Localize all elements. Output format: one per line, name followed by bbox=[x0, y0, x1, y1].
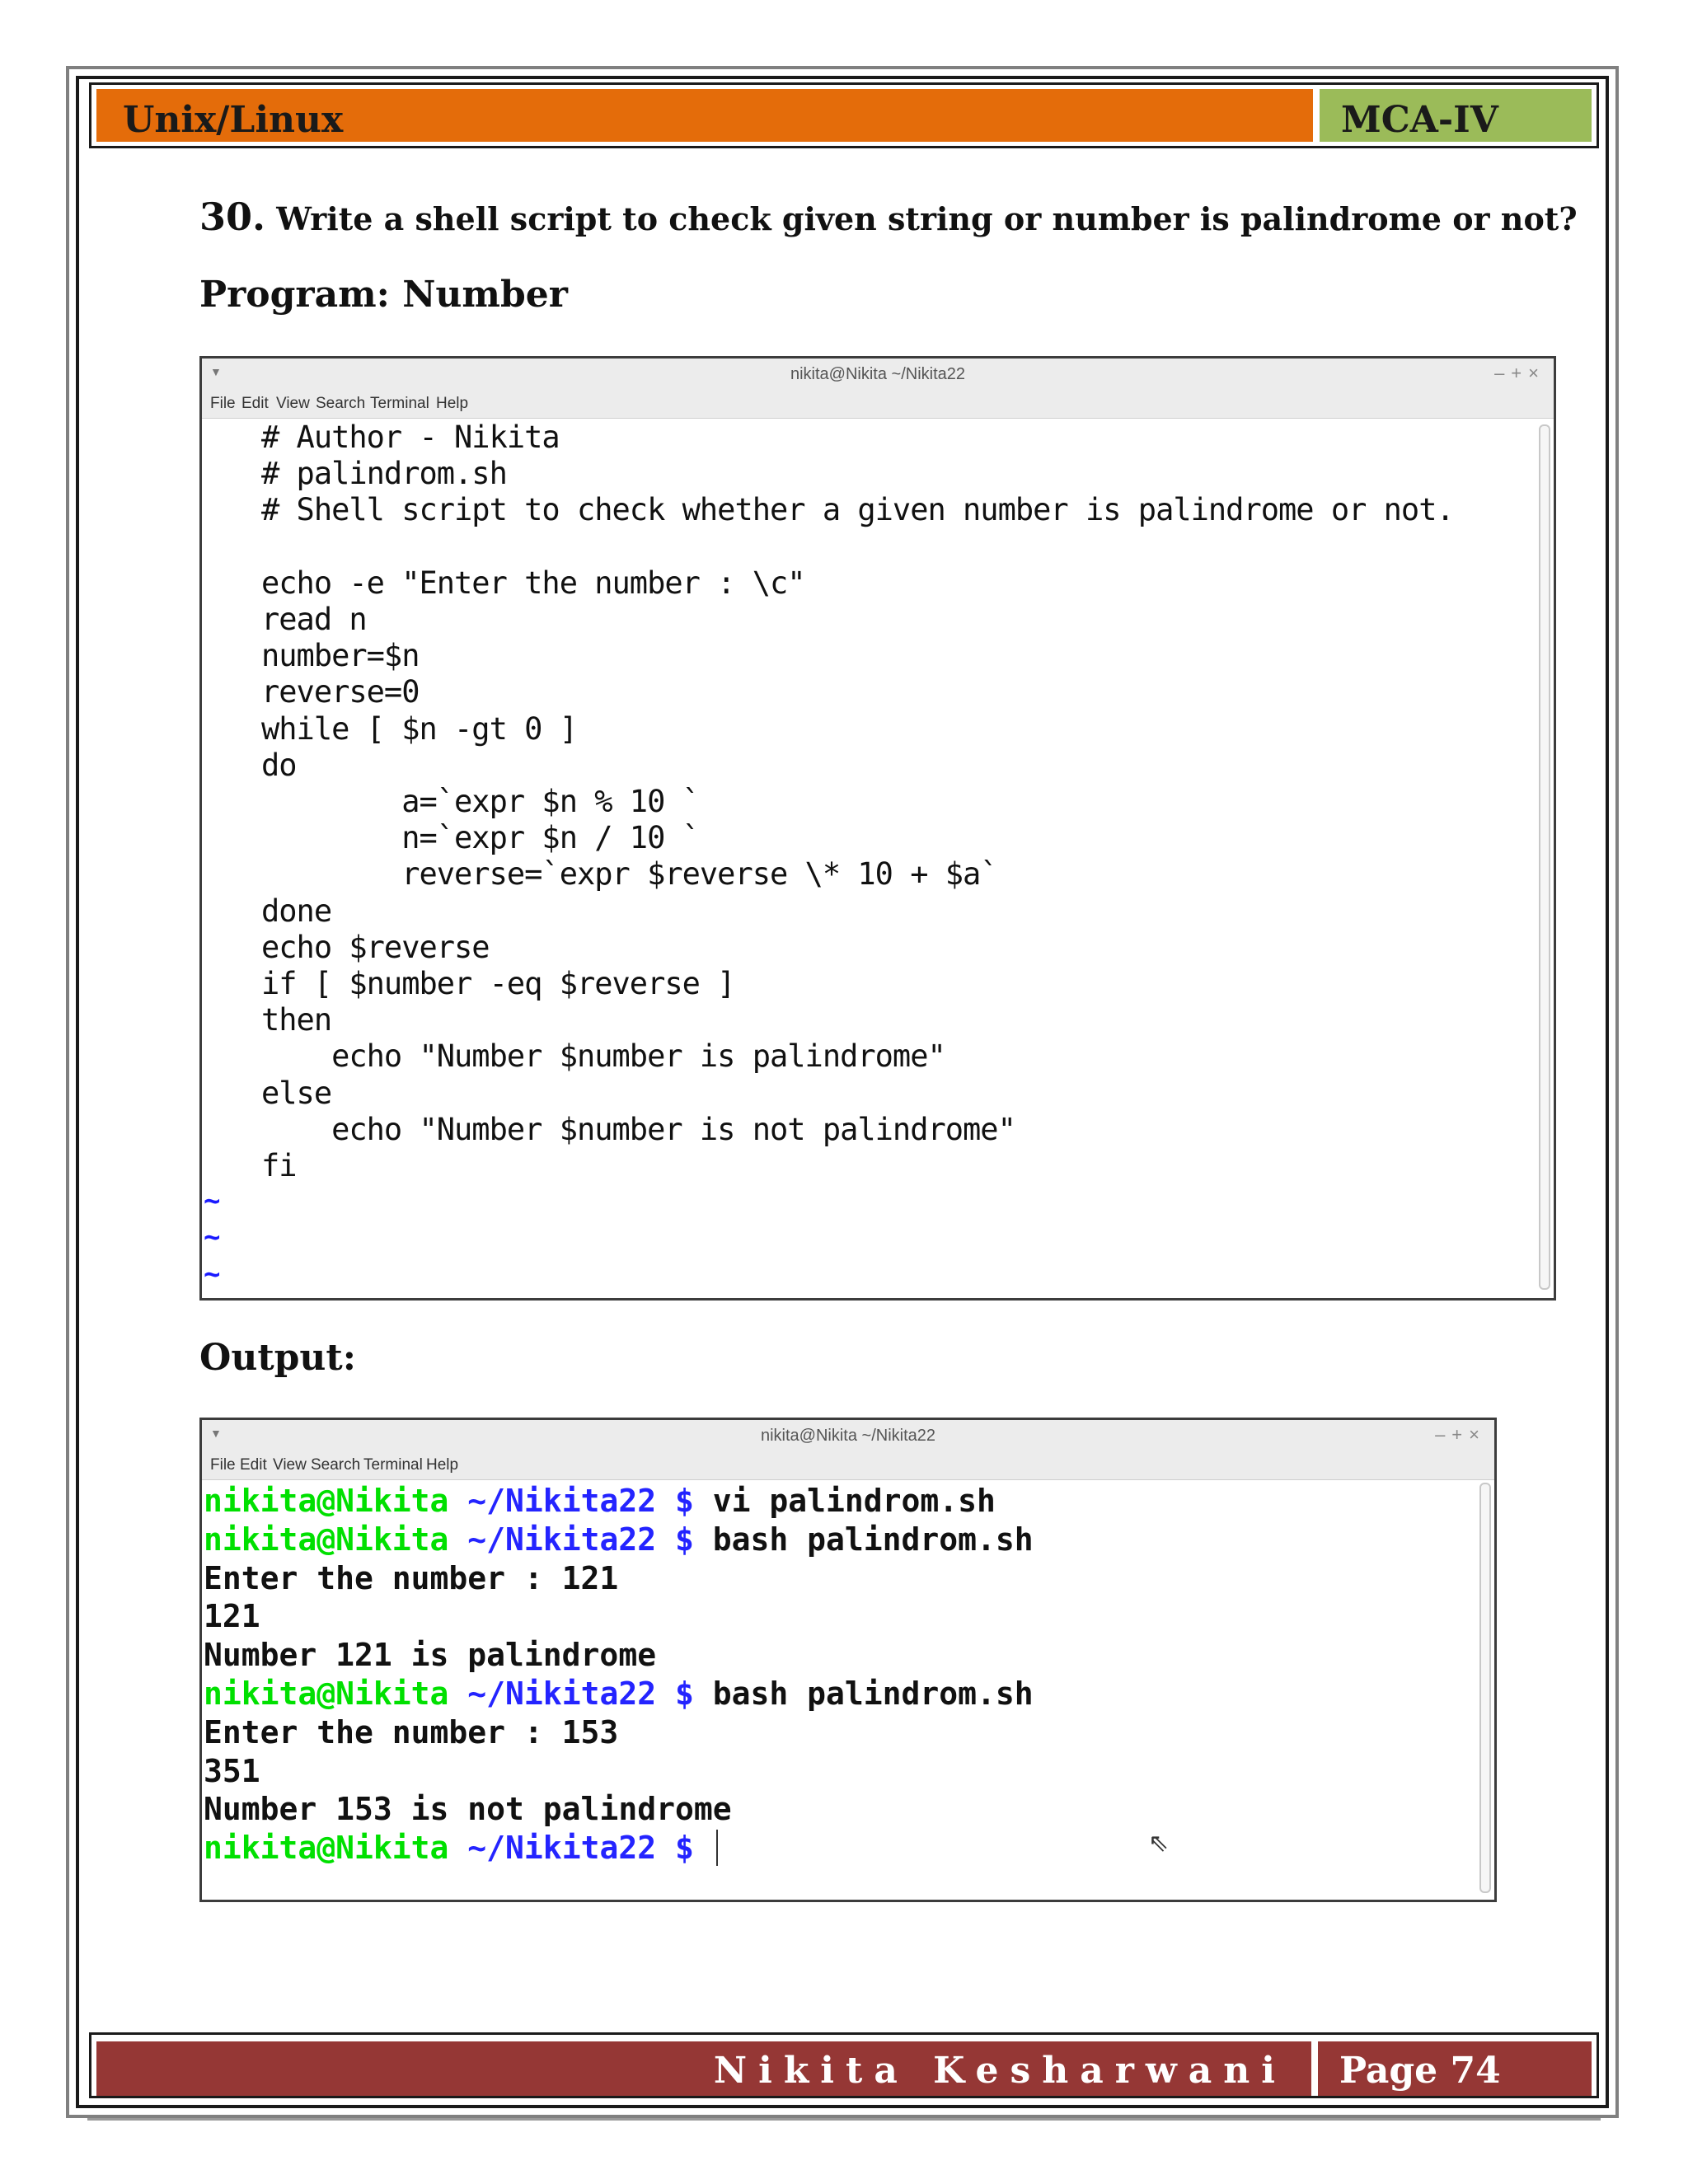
text-cursor bbox=[716, 1830, 718, 1866]
page-footer bbox=[89, 2032, 1599, 2098]
menu-edit[interactable]: Edit bbox=[241, 395, 269, 412]
code-line: a=`expr $n % 10 ` bbox=[261, 784, 700, 819]
output-heading: Output: bbox=[199, 1337, 356, 1379]
code-line: # Shell script to check whether a given number is palindrome or not. bbox=[261, 492, 1454, 528]
output-line: 121 bbox=[204, 1598, 260, 1635]
code-line: while [ $n -gt 0 ] bbox=[261, 710, 577, 747]
prompt-user: nikita@Nikita bbox=[204, 1483, 449, 1519]
editor-window-title: nikita@Nikita ~/Nikita22 bbox=[790, 365, 966, 383]
menu-file[interactable]: File bbox=[210, 1456, 236, 1474]
code-line: reverse=`expr $reverse \* 10 + $a` bbox=[261, 856, 998, 893]
command-text: bash palindrom.sh bbox=[693, 1675, 1034, 1712]
page-header bbox=[89, 82, 1599, 148]
code-line: echo "Number $number is palindrome" bbox=[261, 1038, 945, 1075]
header-subject: Unix/Linux bbox=[123, 99, 344, 141]
prompt-line bbox=[204, 1483, 996, 1519]
menu-edit[interactable]: Edit bbox=[240, 1456, 267, 1474]
menu-help[interactable]: Help bbox=[426, 1456, 459, 1474]
output-line: Number 153 is not palindrome bbox=[204, 1791, 732, 1828]
page-bottom-rule bbox=[87, 2118, 1601, 2121]
empty-line-tilde: ~ bbox=[204, 1257, 221, 1291]
prompt-line bbox=[204, 1521, 1034, 1558]
code-line: read n bbox=[261, 602, 367, 637]
empty-line-tilde: ~ bbox=[204, 1184, 221, 1218]
code-line: reverse=0 bbox=[261, 674, 420, 710]
code-line: # Author - Nikita bbox=[261, 419, 560, 455]
menu-terminal[interactable]: Terminal bbox=[363, 1456, 423, 1474]
empty-line-tilde: ~ bbox=[204, 1221, 221, 1254]
question-number: 30. bbox=[199, 194, 266, 239]
footer-author-band bbox=[96, 2041, 1311, 2096]
editor-menu-bar bbox=[202, 388, 1554, 419]
output-window-title: nikita@Nikita ~/Nikita22 bbox=[760, 1427, 936, 1445]
output-line: 351 bbox=[204, 1752, 260, 1789]
code-line: fi bbox=[261, 1148, 297, 1183]
output-terminal-window[interactable] bbox=[199, 1418, 1497, 1902]
output-line: Enter the number : 153 bbox=[204, 1713, 619, 1750]
prompt-path: ~/Nikita22 $ bbox=[448, 1675, 694, 1712]
editor-code-area[interactable] bbox=[202, 418, 1534, 1298]
header-course-band bbox=[1320, 89, 1592, 142]
prompt-path: ~/Nikita22 $ bbox=[448, 1483, 694, 1519]
prompt-user: nikita@Nikita bbox=[204, 1675, 449, 1712]
prompt-path: ~/Nikita22 $ bbox=[448, 1521, 694, 1558]
code-line: else bbox=[261, 1075, 332, 1111]
code-line: n=`expr $n / 10 ` bbox=[261, 820, 700, 856]
menu-search[interactable]: Search bbox=[311, 1456, 361, 1474]
command-text: vi palindrom.sh bbox=[693, 1483, 996, 1519]
window-controls-icons[interactable]: –+× bbox=[1494, 363, 1545, 383]
code-line: echo $reverse bbox=[261, 929, 490, 965]
output-menu-bar bbox=[202, 1450, 1494, 1480]
command-text: bash palindrom.sh bbox=[693, 1521, 1034, 1558]
code-line: if [ $number -eq $reverse ] bbox=[261, 966, 735, 1001]
menu-terminal[interactable]: Terminal bbox=[370, 395, 429, 412]
question bbox=[199, 194, 1578, 239]
prompt-line bbox=[204, 1830, 718, 1866]
mouse-cursor-icon: ⇖ bbox=[1148, 1830, 1170, 1857]
command-text bbox=[694, 1830, 713, 1866]
editor-title-bar bbox=[202, 359, 1554, 388]
editor-terminal-window[interactable] bbox=[199, 356, 1556, 1301]
menu-view[interactable]: View bbox=[273, 1456, 307, 1474]
editor-scrollbar[interactable] bbox=[1539, 424, 1550, 1290]
output-scrollbar[interactable] bbox=[1479, 1483, 1491, 1893]
output-line: Number 121 is palindrome bbox=[204, 1637, 657, 1674]
menu-view[interactable]: View bbox=[276, 395, 310, 412]
header-course: MCA-IV bbox=[1341, 99, 1498, 141]
code-line: then bbox=[261, 1002, 332, 1038]
menu-search[interactable]: Search bbox=[316, 395, 366, 412]
output-line: Enter the number : 121 bbox=[204, 1559, 619, 1596]
menu-file[interactable]: File bbox=[210, 395, 236, 412]
prompt-user: nikita@Nikita bbox=[204, 1830, 449, 1867]
code-line: echo "Number $number is not palindrome" bbox=[261, 1111, 1015, 1147]
output-text-area[interactable] bbox=[202, 1479, 1475, 1900]
menu-help[interactable]: Help bbox=[436, 395, 469, 412]
prompt-line bbox=[204, 1675, 1034, 1712]
code-line: echo -e "Enter the number : \c" bbox=[261, 565, 805, 601]
code-line: number=$n bbox=[261, 638, 420, 674]
program-heading: Program: Number bbox=[199, 274, 568, 316]
window-controls-icons[interactable]: –+× bbox=[1435, 1424, 1486, 1445]
window-menu-icon[interactable]: ▼ bbox=[210, 1427, 222, 1440]
window-menu-icon[interactable]: ▼ bbox=[210, 365, 222, 378]
footer-page-band bbox=[1318, 2041, 1592, 2096]
code-line: do bbox=[261, 747, 297, 783]
code-line: # palindrom.sh bbox=[261, 456, 507, 492]
prompt-user: nikita@Nikita bbox=[204, 1521, 449, 1558]
footer-page-number: Page 74 bbox=[1339, 2050, 1501, 2092]
code-line: done bbox=[261, 893, 332, 929]
prompt-path: ~/Nikita22 $ bbox=[448, 1830, 694, 1867]
question-text: Write a shell script to check given string or number is palindrome or not? bbox=[276, 200, 1578, 237]
footer-author: Nikita Kesharwani bbox=[713, 2050, 1287, 2092]
header-subject-band bbox=[96, 89, 1313, 142]
output-title-bar bbox=[202, 1420, 1494, 1450]
